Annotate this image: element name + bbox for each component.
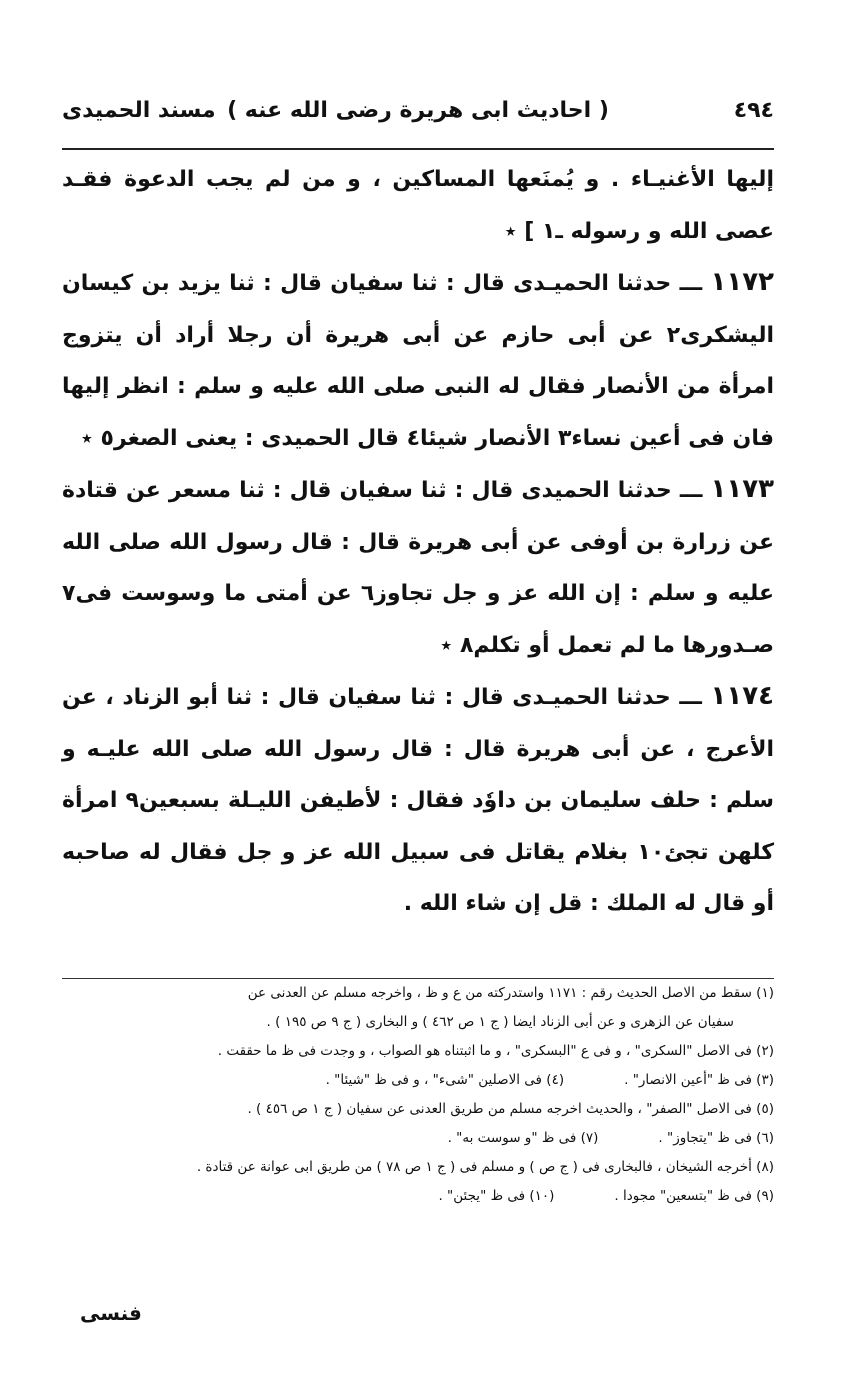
footnote-7: (٧) فى ظ "و سوست به" . bbox=[447, 1130, 599, 1146]
footnote-6: (٦) فى ظ "يتجاوز" . bbox=[658, 1130, 774, 1146]
book-title: مسند الحميدى bbox=[62, 98, 216, 123]
hadith-text: ـــ حدثنا الحميـدى قال : ثنا سفيان قال : ثنا يزيد بن كيسان اليشكرى٢ عن أبى حازم عن أبى هريرة أن رجلا أراد أن يتزوج امرأة من الأنصار فقال له النبى صلى الله عليه و سلم : انظر إليها فان فى أعين نساء٣ الأنصار شيئا٤ قال الحميدى : يعنى الصغر٥ ٭ bbox=[62, 271, 774, 451]
hadith-text: ـــ حدثنا الحميـدى قال : ثنا سفيان قال : ثنا أبو الزناد ، عن الأعرج ، عن أبى هريرة قال : قال رسول الله صلى الله عليـه و سلم : حلف سليمان بن داوٗد فقال : لأطيفن الليـلة بسبعين٩ امرأة كلهن تجئ١٠ بغلام يقاتل فى سبيل الله عز و جل فقال له صاحبه أو قال له الملك : قل إن شاء الله . bbox=[62, 685, 774, 916]
footnote-row-3-4 bbox=[62, 1066, 774, 1095]
footnote-1: (١) سقط من الاصل الحديث رقم : ١١٧١ واستدركته من ع و ظ ، واخرجه مسلم عن العدنى عن bbox=[247, 985, 774, 1001]
footnote-8: (٨) أخرجه الشيخان ، فالبخارى فى ( ج ص ) و مسلم فى ( ج ١ ص ٧٨ ) من طريق ابى عوانة عن قتادة . bbox=[196, 1159, 774, 1175]
hadith-1173 bbox=[62, 464, 774, 671]
hadith-1172 bbox=[62, 257, 774, 464]
main-text bbox=[62, 154, 774, 930]
footnote-9: (٩) فى ظ "بتسعين" مجودا . bbox=[614, 1188, 774, 1204]
footnote-1-continued: سفيان عن الزهرى و عن أبى الزناد ايضا ( ج ١ ص ٤٦٢ ) و البخارى ( ج ٩ ص ١٩٥ ) . bbox=[266, 1014, 734, 1030]
footnote-10: (١٠) فى ظ "يجئن" . bbox=[438, 1188, 555, 1204]
page-header bbox=[62, 98, 774, 138]
book-page bbox=[62, 78, 774, 1348]
page-number: ٤٩٤ bbox=[733, 98, 774, 123]
footnote-row-9-10 bbox=[62, 1182, 774, 1211]
footnote-4: (٤) فى الاصلين "شىء" ، و فى ظ "شيئا" . bbox=[325, 1072, 565, 1088]
footnote-row-6-7 bbox=[62, 1124, 774, 1153]
footnote-5: (٥) فى الاصل "الصفر" ، والحديث اخرجه مسلم من طريق العدنى عن سفيان ( ج ١ ص ٤٥٦ ) . bbox=[247, 1101, 774, 1117]
hadith-1174 bbox=[62, 671, 774, 930]
header-rule bbox=[62, 148, 774, 150]
footnotes bbox=[62, 978, 774, 1211]
footnote-2: (٢) فى الاصل "السكرى" ، و فى ع "البسكرى" ، و ما اثبتناه هو الصواب ، و وجدت فى ظ ما حققت . bbox=[217, 1043, 774, 1059]
catchword: فنسى bbox=[80, 1301, 142, 1325]
running-title: ( احاديث ابى هريرة رضى الله عنه ) bbox=[227, 98, 609, 123]
hadith-number: ١١٧٣ bbox=[710, 474, 774, 504]
hadith-number: ١١٧٢ bbox=[710, 267, 774, 297]
hadith-text: ـــ حدثنا الحميدى قال : ثنا سفيان قال : ثنا مسعر عن قتادة عن زرارة بن أوفى عن أبى هريرة قال : قال رسول الله صلى الله عليه و سلم : إن الله عز و جل تجاوز٦ عن أمتى ما وسوست فى٧ صـدورها ما لم تعمل أو تكلم٨ ٭ bbox=[62, 478, 774, 658]
hadith-number: ١١٧٤ bbox=[710, 681, 774, 711]
footnote-3: (٣) فى ظ "أعين الانصار" . bbox=[624, 1072, 774, 1088]
paragraph-continuation bbox=[62, 154, 774, 257]
paragraph-text: إليها الأغنيـاء . و يُمنَعها المساكين ، و من لم يجب الدعوة فقـد عصى الله و رسوله ـ١ ] ٭ bbox=[62, 167, 774, 244]
